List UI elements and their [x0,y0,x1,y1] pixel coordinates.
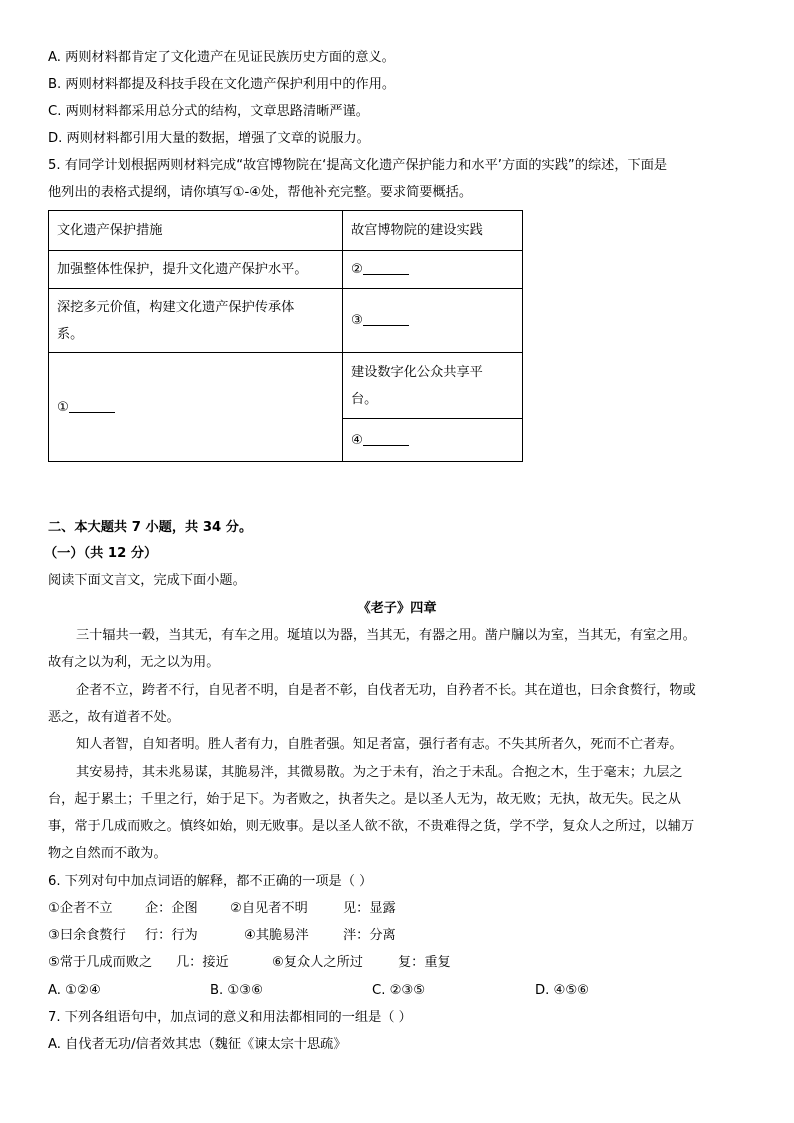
passage-line: 故有之以为利，无之以为用。 [48,655,220,670]
q6-item-1-gloss: 企：企图 [145,901,198,916]
q4-option-d: D. 两则材料都引用大量的数据，增强了文章的说服力。 [48,131,370,146]
q6-item-6-gloss: 复：重复 [398,955,451,970]
q6-item-5-gloss: 几：接近 [176,955,229,970]
table-header-measures: 文化遗产保护措施 [49,211,343,251]
q6-item-5-text: ⑤常于几成而败之 [48,955,153,970]
passage-title: 《老子》四章 [357,601,437,616]
q6-item-3-text: ③曰余食赘行 [48,928,126,943]
q4-option-c: C. 两则材料都采用总分式的结构，文章思路清晰严谨。 [48,104,369,119]
q7-stem: 7. 下列各组语句中，加点词的意义和用法都相同的一组是（ ） [48,1010,412,1025]
blank-line-1 [69,398,115,413]
q6-item-2-text: ②自见者不明 [230,901,308,916]
blank-label-1: ① [57,399,69,415]
table-cell-measure-2 [49,289,343,353]
q6-stem: 6. 下列对句中加点词语的解释，都不正确的一项是（ ） [48,874,373,889]
measure-2-line2: 系。 [57,326,84,342]
practice-digital-line1: 建设数字化公众共享平 [351,364,483,380]
q4-option-b: B. 两则材料都提及科技手段在文化遗产保护利用中的作用。 [48,77,396,92]
passage-line: 恶之，故有道者不处。 [48,710,180,725]
practice-digital-line2: 台。 [351,391,378,407]
q6-item-3-gloss: 行：行为 [145,928,198,943]
q6-item-2-gloss: 见：显露 [343,901,396,916]
q6-item-4-gloss: 泮：分离 [343,928,396,943]
table-header-practice: 故宫博物院的建设实践 [343,211,523,251]
q6-item-6-text: ⑥复众人之所过 [272,955,363,970]
q6-option-c: C. ②③⑤ [372,983,426,998]
measure-2-line1: 深挖多元价值，构建文化遗产保护传承体 [57,299,295,315]
table-cell-blank-1[interactable] [49,353,343,462]
table-cell-practice-digital [343,353,523,419]
q7-option-a: A. 自伐者无功/信者效其忠（魏征《谏太宗十思疏》 [48,1037,347,1052]
blank-line-4 [363,431,409,446]
passage-line: 其安易持，其未兆易谋，其脆易泮，其微易散。为之于未有，治之于未乱。合抱之木，生于毫末；九层之 [76,765,683,780]
q4-option-a: A. 两则材料都肯定了文化遗产在见证民族历史方面的意义。 [48,50,395,65]
q6-item-4-text: ④其脆易泮 [244,928,309,943]
blank-label-4: ④ [351,432,363,448]
reading-instruction: 阅读下面文言文，完成下面小题。 [48,573,246,588]
table-cell-blank-4[interactable] [343,419,523,462]
blank-label-3: ③ [351,313,363,328]
table-cell-measure-1: 加强整体性保护，提升文化遗产保护水平。 [49,251,343,289]
blank-label-2: ② [351,262,363,277]
table-cell-blank-2[interactable] [343,251,523,289]
q6-option-b: B. ①③⑥ [210,983,263,998]
subsection-heading: （一）（共 12 分） [44,546,158,561]
q5-stem-line2: 他列出的表格式提纲，请你填写①-④处，帮他补充完整。要求简要概括。 [48,185,473,200]
passage-line: 企者不立，跨者不行，自见者不明，自是者不彰，自伐者无功，自矜者不长。其在道也，曰余食赘行，物或 [76,683,696,698]
q6-option-a: A. ①②④ [48,983,101,998]
passage-line: 三十辐共一毂，当其无，有车之用。埏埴以为器，当其无，有器之用。凿户牖以为室，当其无，有室之用。 [76,628,696,643]
q5-stem-line1: 5. 有同学计划根据两则材料完成“故宫博物院在‘提高文化遗产保护能力和水平’方面的实践”的综述，下面是 [48,158,668,173]
blank-line-3 [363,311,409,326]
passage-line: 知人者智，自知者明。胜人者有力，自胜者强。知足者富，强行者有志。不失其所者久，死而不亡者寿。 [76,737,683,752]
passage-line: 事，常于几成而败之。慎终如始，则无败事。是以圣人欲不欲，不贵难得之货，学不学，复众人之所过，以辅万 [48,819,695,834]
blank-line-2 [363,260,409,275]
passage-line: 物之自然而不敢为。 [48,846,167,861]
q6-item-1-text: ①企者不立 [48,901,113,916]
passage-line: 台，起于累土；千里之行，始于足下。为者败之，执者失之。是以圣人无为，故无败；无执，故无失。民之从 [48,792,681,807]
section-heading: 二、本大题共 7 小题，共 34 分。 [48,520,253,535]
q5-outline-table [48,210,523,462]
table-cell-blank-3[interactable] [343,289,523,353]
q6-option-d: D. ④⑤⑥ [535,983,590,998]
